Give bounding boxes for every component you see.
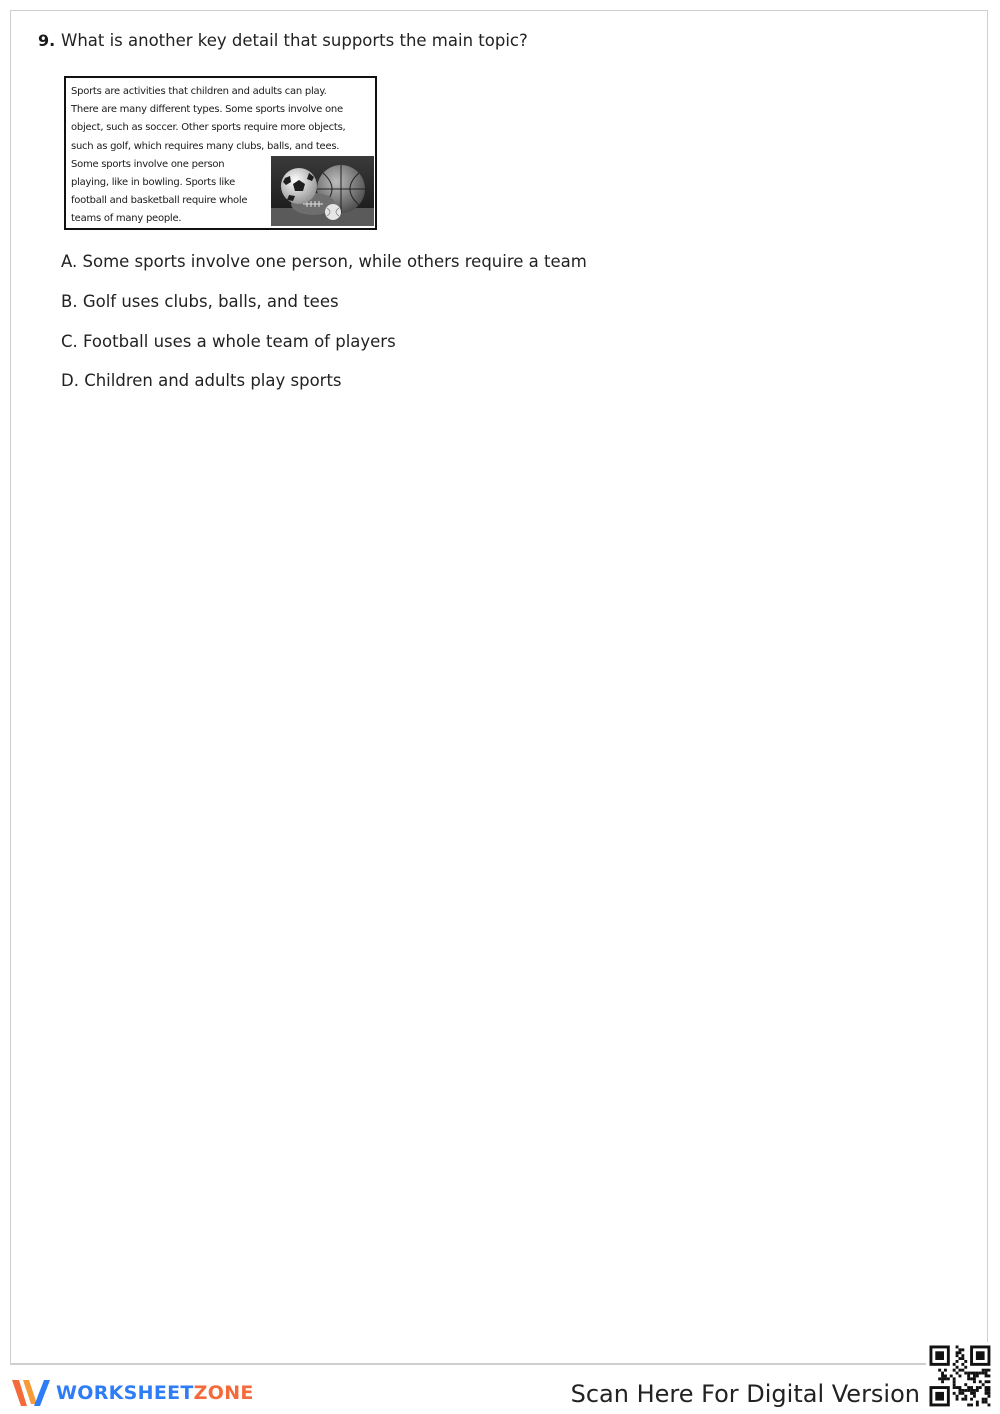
option-text: Football uses a whole team of players [83,332,396,351]
option-text: Golf uses clubs, balls, and tees [82,292,339,311]
passage-line: Sports are activities that children and adults can play. [71,86,327,97]
footer-divider [10,1364,988,1365]
question-text: What is another key detail that supports the main topic? [61,31,528,50]
passage-line: football and basketball require whole [71,195,248,207]
passage-box [64,76,377,230]
passage-line: such as golf, which requires many clubs, balls, and tees. [71,140,340,152]
logo-wordmark [56,1382,254,1404]
question-number: 9. [38,31,56,50]
passage-line: playing, like in bowling. Sports like [71,177,235,189]
scan-instruction: Scan Here For Digital Version [570,1380,920,1408]
worksheetzone-logo-icon [10,1376,52,1410]
qr-code-icon[interactable] [926,1342,994,1410]
option-d[interactable] [61,371,342,390]
logo-word-worksheet: WORKSHEET [56,1382,194,1404]
option-letter: A. [61,252,78,271]
option-letter: C. [61,332,78,351]
worksheetzone-logo[interactable] [10,1376,254,1410]
logo-word-zone: ZONE [193,1382,254,1404]
option-c[interactable] [61,332,396,351]
option-text: Some sports involve one person, while others require a team [82,252,587,271]
option-letter: B. [61,292,78,311]
passage-line: There are many different types. Some sports involve one [71,104,343,116]
sports-balls-photo [271,156,374,226]
option-a[interactable] [61,252,587,271]
passage-line: object, such as soccer. Other sports require more objects, [71,122,346,134]
passage-line: teams of many people. [71,213,182,225]
option-text: Children and adults play sports [84,371,342,390]
option-b[interactable] [61,292,339,311]
option-letter: D. [61,371,79,390]
passage-line: Some sports involve one person [71,158,225,170]
